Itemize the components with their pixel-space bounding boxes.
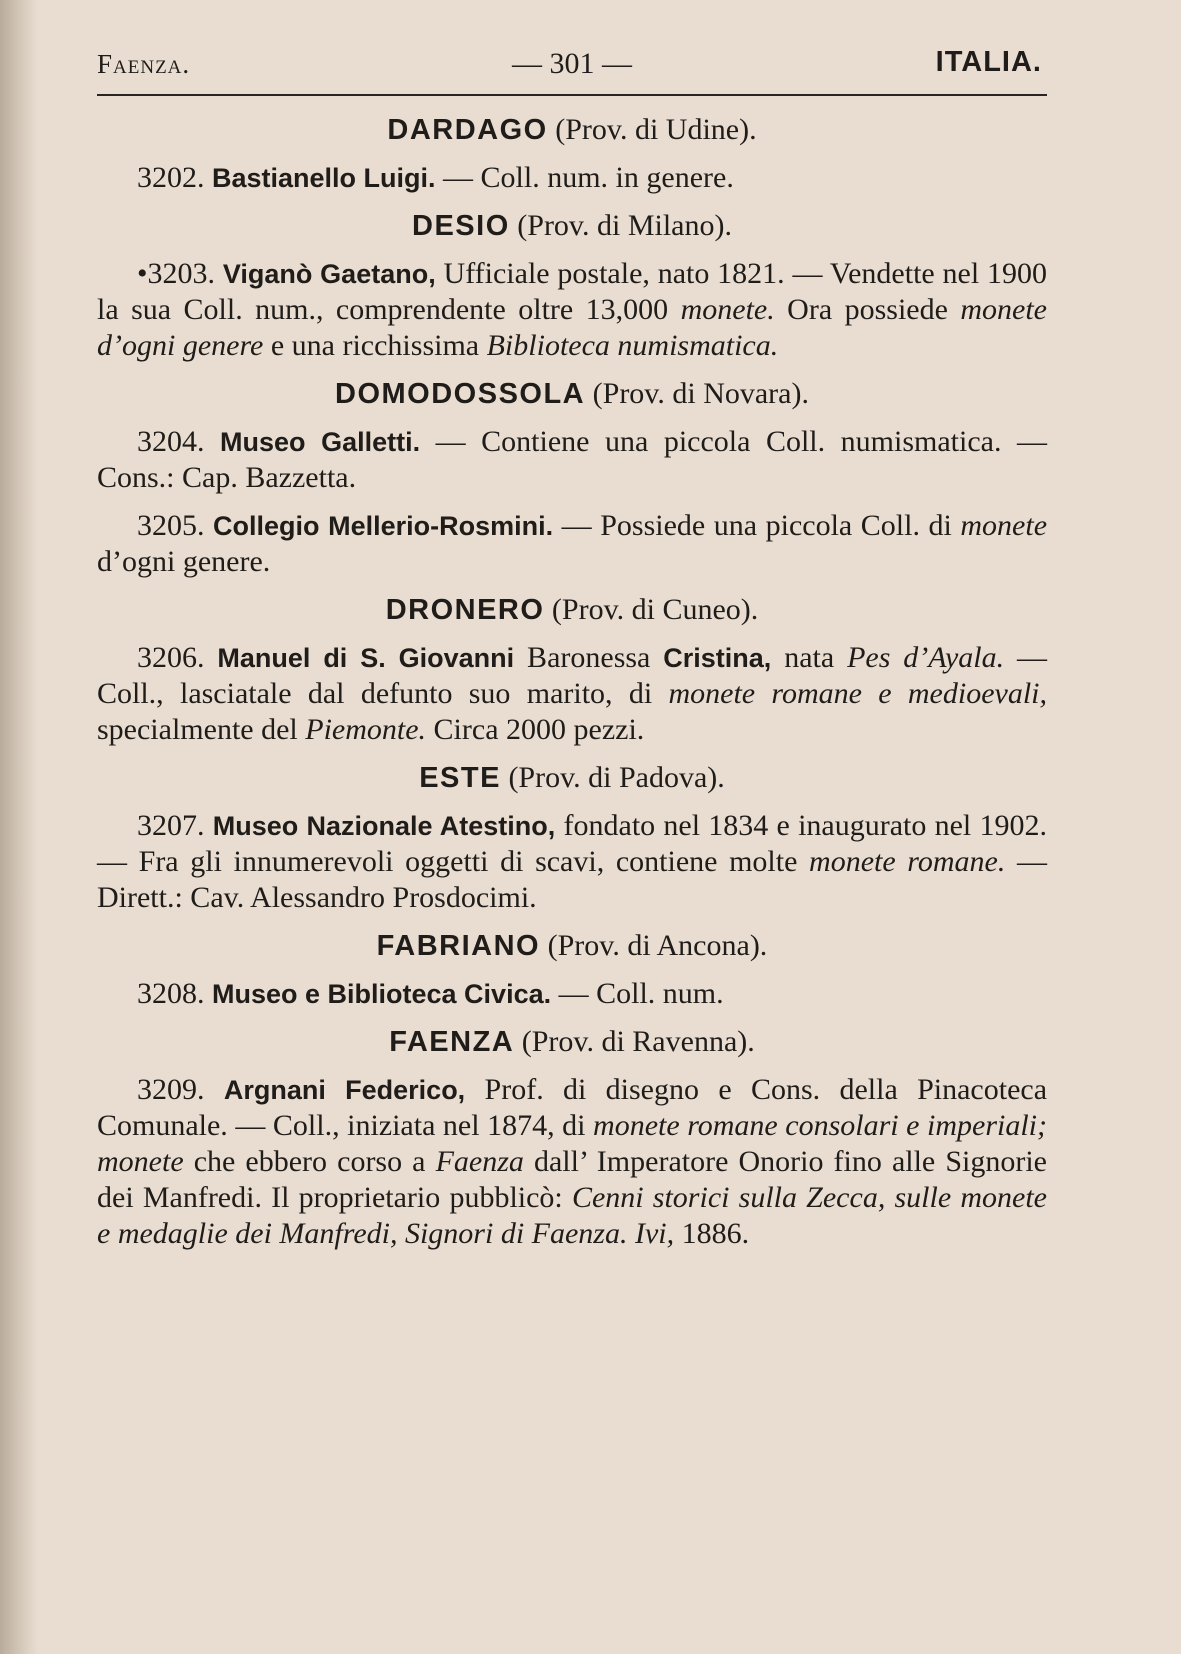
entry-number: 3204. xyxy=(137,425,205,458)
province: (Prov. di Milano). xyxy=(517,209,732,242)
province: (Prov. di Novara). xyxy=(592,377,809,410)
entry xyxy=(97,976,1047,1012)
entry-italic: monete. xyxy=(680,293,775,326)
entry-italic: Piemonte. xyxy=(305,713,427,746)
entry-text: d’ogni genere. xyxy=(97,545,271,578)
entry-text: Ora possiede xyxy=(774,293,961,326)
entry-number: 3206. xyxy=(137,641,205,674)
entry-text: — Contiene una piccola Coll. numismatica. — Cons.: Cap. Bazzetta. xyxy=(97,425,1047,494)
province: (Prov. di Cuneo). xyxy=(551,593,759,626)
entry-italic: monete romane. xyxy=(809,845,1006,878)
entry-text: — Coll. num. in genere. xyxy=(435,161,734,194)
entry-italic: Faenza xyxy=(435,1145,524,1178)
place-name: DESIO xyxy=(412,210,510,242)
place-name: DOMODOSSOLA xyxy=(335,378,586,410)
entry-name: Argnani Federico, xyxy=(223,1075,466,1105)
entry-italic: monete xyxy=(960,509,1048,542)
place-name: FABRIANO xyxy=(376,930,541,962)
entry-text: — Dirett.: Cav. Alessandro Prosdocimi. xyxy=(97,845,1047,914)
entry-italic: Biblioteca numismatica. xyxy=(486,329,779,362)
entry-italic: Cenni storici sulla Zecca, sulle monete e medaglie dei Manfredi, Signori di Faenza. Ivi, xyxy=(97,1181,1047,1250)
entry-name: Collegio Mellerio-Rosmini. xyxy=(213,511,554,541)
entry-text: e una ricchissima xyxy=(263,329,487,362)
place-name: DARDAGO xyxy=(387,114,548,146)
province: (Prov. di Padova). xyxy=(508,761,725,794)
entry-text: Ufficiale postale, nato 1821. — Vendette nel 1900 la sua Coll. num., comprendente oltre 13,000 xyxy=(97,257,1048,326)
entry-text: — Coll. num. xyxy=(551,977,724,1010)
entry-name: Manuel di S. Giovanni xyxy=(217,643,515,673)
place-name: ESTE xyxy=(419,762,501,794)
place-heading xyxy=(97,760,1047,796)
header-rule xyxy=(97,94,1047,96)
book-page xyxy=(97,40,1047,1264)
entry xyxy=(97,160,1047,196)
place-heading xyxy=(97,376,1047,412)
place-heading xyxy=(97,592,1047,628)
entry-name: Museo Galletti. xyxy=(220,427,421,457)
entry xyxy=(97,256,1047,364)
entry-number: •3203. xyxy=(137,257,216,290)
entry xyxy=(97,508,1047,580)
place-heading xyxy=(97,928,1047,964)
entry-text: 1886. xyxy=(674,1217,750,1250)
entry-text: Circa 2000 pezzi. xyxy=(426,713,645,746)
entry xyxy=(97,808,1047,916)
entry xyxy=(97,424,1047,496)
entry-text: dall’ Imperatore Onorio fino alle Signorie dei Manfredi. Il proprietario pubblicò: xyxy=(97,1145,1047,1214)
entry-text: Prof. di disegno e Cons. della Pinacoteca Comunale. — Coll., iniziata nel 1874, di xyxy=(97,1073,1048,1142)
place-name: FAENZA xyxy=(389,1026,515,1058)
running-head-left: Faenza. xyxy=(97,49,191,79)
entry-italic: monete d’ogni genere xyxy=(97,293,1047,362)
entry-text: Baronessa xyxy=(514,641,664,674)
province: (Prov. di Udine). xyxy=(555,113,757,146)
province: (Prov. di Ravenna). xyxy=(521,1025,755,1058)
entry-name: Bastianello Luigi. xyxy=(212,163,436,193)
entry-italic: monete romane e medioevali, xyxy=(668,677,1047,710)
place-heading xyxy=(97,208,1047,244)
entry xyxy=(97,640,1047,748)
entry-name: Viganò Gaetano, xyxy=(222,259,436,289)
entry-name: Museo e Biblioteca Civica. xyxy=(212,979,552,1009)
place-heading xyxy=(97,1024,1047,1060)
running-head-right: ITALIA. xyxy=(935,46,1042,78)
entry-number: 3208. xyxy=(137,977,205,1010)
entry-number: 3205. xyxy=(137,509,205,542)
entry-text: specialmente del xyxy=(97,713,306,746)
entry-text: — Coll., lasciatale dal defunto suo marito, di xyxy=(97,641,1048,710)
entry-text: — Possiede una piccola Coll. di xyxy=(553,509,961,542)
entry-italic: monete romane consolari e imperiali; monete xyxy=(97,1109,1047,1178)
entry-number: 3207. xyxy=(137,809,205,842)
place-name: DRONERO xyxy=(385,594,545,626)
place-heading xyxy=(97,112,1047,148)
province: (Prov. di Ancona). xyxy=(547,929,768,962)
entry-number: 3202. xyxy=(137,161,205,194)
entry-text: che ebbero corso a xyxy=(183,1145,436,1178)
entry-text: fondato nel 1834 e inaugurato nel 1902. — Fra gli innumerevoli oggetti di scavi, contiene molte xyxy=(97,809,1048,878)
entry-text: nata xyxy=(771,641,848,674)
book-spine-shadow xyxy=(0,0,38,1654)
page-number: — 301 — xyxy=(512,47,632,80)
running-head xyxy=(97,40,1047,80)
entry xyxy=(97,1072,1047,1252)
entry-name: Museo Nazionale Atestino, xyxy=(212,811,556,841)
entry-number: 3209. xyxy=(137,1073,205,1106)
entry-name: Cristina, xyxy=(663,643,772,673)
entry-italic: Pes d’Ayala. xyxy=(847,641,1005,674)
